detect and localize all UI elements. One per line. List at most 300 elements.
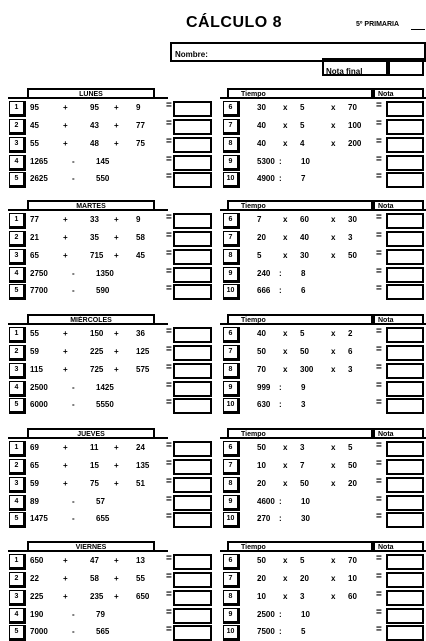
operator: : [279, 627, 282, 636]
operand: 225 [30, 592, 44, 601]
operand: 666 [257, 286, 271, 295]
exercise-row [0, 572, 426, 588]
operator: + [114, 251, 119, 260]
operand: 150 [90, 329, 104, 338]
operand: 20 [348, 479, 357, 488]
answer-box[interactable] [386, 608, 424, 624]
operator: + [114, 443, 119, 452]
answer-box[interactable] [386, 137, 424, 153]
operand: 725 [90, 365, 104, 374]
operator: + [63, 251, 68, 260]
operator: : [279, 286, 282, 295]
operator: + [63, 461, 68, 470]
operand: 20 [300, 574, 309, 583]
exercise-number: 1 [9, 213, 26, 229]
operator: - [72, 174, 75, 183]
operand: 30 [301, 514, 310, 523]
operator: x [331, 556, 336, 565]
operator: + [114, 365, 119, 374]
operand: 100 [348, 121, 362, 130]
exercise-number: 6 [223, 327, 240, 343]
exercise-number: 9 [223, 608, 240, 624]
divider [8, 323, 168, 325]
exercise-number: 5 [9, 172, 26, 188]
operator: x [331, 365, 336, 374]
operand: 58 [136, 233, 145, 242]
operand: 70 [348, 556, 357, 565]
operand: 13 [136, 556, 145, 565]
exercise-number: 9 [223, 267, 240, 283]
operator: x [283, 574, 288, 583]
answer-box[interactable] [386, 477, 424, 493]
equals-sign: = [166, 624, 172, 635]
operand: 89 [30, 497, 39, 506]
operator: : [279, 610, 282, 619]
tiempo-header: Tiempo [227, 314, 373, 323]
equals-sign: = [376, 154, 382, 165]
day-section [0, 200, 426, 300]
day-section [0, 88, 426, 188]
exercise-row [0, 137, 426, 153]
operand: 630 [257, 400, 271, 409]
operand: 999 [257, 383, 271, 392]
operand: 270 [257, 514, 271, 523]
operator: x [331, 121, 336, 130]
final-grade-field[interactable] [388, 58, 424, 76]
exercise-row [0, 119, 426, 135]
equals-sign: = [166, 248, 172, 259]
exercise-number: 7 [223, 345, 240, 361]
equals-sign: = [166, 171, 172, 182]
operator: + [63, 121, 68, 130]
equals-sign: = [376, 440, 382, 451]
nota-header: Nota [373, 88, 424, 97]
operand: 650 [30, 556, 44, 565]
equals-sign: = [376, 589, 382, 600]
equals-sign: = [376, 476, 382, 487]
operand: 95 [90, 103, 99, 112]
operator: + [114, 461, 119, 470]
operand: 22 [30, 574, 39, 583]
exercise-number: 7 [223, 459, 240, 475]
equals-sign: = [166, 380, 172, 391]
operator: + [63, 556, 68, 565]
exercise-row [0, 363, 426, 379]
answer-box[interactable] [386, 345, 424, 361]
operator: x [283, 233, 288, 242]
operand: 50 [348, 461, 357, 470]
equals-sign: = [376, 266, 382, 277]
answer-box[interactable] [386, 398, 424, 414]
operand: 58 [90, 574, 99, 583]
operand: 10 [257, 461, 266, 470]
operand: 3 [348, 365, 353, 374]
answer-box[interactable] [386, 101, 424, 117]
answer-box[interactable] [386, 441, 424, 457]
operand: 10 [348, 574, 357, 583]
operand: 7 [301, 174, 306, 183]
operand: 65 [30, 461, 39, 470]
operator: x [331, 479, 336, 488]
tiempo-header: Tiempo [227, 428, 373, 437]
exercise-number: 8 [223, 477, 240, 493]
exercise-number: 4 [9, 267, 26, 283]
operand: 7500 [257, 627, 275, 636]
equals-sign: = [166, 212, 172, 223]
operand: 47 [90, 556, 99, 565]
operator: x [283, 443, 288, 452]
operator: x [283, 592, 288, 601]
operator: + [63, 365, 68, 374]
exercise-row [0, 249, 426, 265]
operand: 590 [96, 286, 110, 295]
equals-sign: = [376, 511, 382, 522]
exercise-row [0, 155, 426, 171]
day-header: LUNES [27, 88, 155, 99]
answer-box[interactable] [386, 554, 424, 570]
operand: 2750 [30, 269, 48, 278]
operand: 715 [90, 251, 104, 260]
operand: 300 [300, 365, 314, 374]
operator: + [63, 233, 68, 242]
divider [8, 97, 168, 99]
operator: x [283, 365, 288, 374]
operator: + [63, 443, 68, 452]
exercise-row [0, 101, 426, 117]
operand: 5 [348, 443, 353, 452]
nota-header: Nota [373, 428, 424, 437]
operator: + [63, 139, 68, 148]
operator: - [72, 157, 75, 166]
operator: x [331, 233, 336, 242]
operand: 48 [90, 139, 99, 148]
answer-box[interactable] [386, 327, 424, 343]
equals-sign: = [166, 344, 172, 355]
exercise-number: 6 [223, 554, 240, 570]
operator: : [279, 269, 282, 278]
exercise-row [0, 590, 426, 606]
equals-sign: = [376, 230, 382, 241]
operand: 40 [257, 121, 266, 130]
exercise-number: 6 [223, 213, 240, 229]
answer-box[interactable] [386, 459, 424, 475]
exercise-number: 8 [223, 363, 240, 379]
operand: 650 [136, 592, 150, 601]
equals-sign: = [376, 624, 382, 635]
operator: + [63, 329, 68, 338]
exercise-number: 8 [223, 590, 240, 606]
operator: : [279, 497, 282, 506]
operand: 36 [136, 329, 145, 338]
exercise-row [0, 231, 426, 247]
equals-sign: = [376, 326, 382, 337]
operator: : [279, 157, 282, 166]
exercise-number: 10 [223, 398, 240, 414]
exercise-row [0, 381, 426, 397]
operand: 30 [300, 251, 309, 260]
operator: - [72, 610, 75, 619]
answer-box[interactable] [386, 249, 424, 265]
operand: 6 [348, 347, 353, 356]
operand: 8 [301, 269, 306, 278]
operator: x [283, 103, 288, 112]
exercise-number: 10 [223, 625, 240, 641]
exercise-number: 4 [9, 155, 26, 171]
operator: x [283, 251, 288, 260]
operand: 5 [300, 103, 305, 112]
operator: x [331, 139, 336, 148]
operator: : [279, 174, 282, 183]
equals-sign: = [376, 397, 382, 408]
operator: x [283, 461, 288, 470]
answer-box[interactable] [386, 512, 424, 528]
exercise-number: 2 [9, 345, 26, 361]
exercise-row [0, 327, 426, 343]
divider [220, 209, 426, 211]
operand: 1475 [30, 514, 48, 523]
equals-sign: = [376, 362, 382, 373]
day-section [0, 541, 426, 641]
exercise-number: 4 [9, 608, 26, 624]
operand: 145 [96, 157, 110, 166]
operator: - [72, 383, 75, 392]
page-title: CÁLCULO 8 [186, 14, 283, 31]
operator: x [331, 329, 336, 338]
exercise-number: 2 [9, 119, 26, 135]
equals-sign: = [376, 212, 382, 223]
equals-sign: = [166, 458, 172, 469]
operand: 2500 [257, 610, 275, 619]
operand: 77 [136, 121, 145, 130]
exercise-number: 2 [9, 231, 26, 247]
operator: x [331, 592, 336, 601]
operand: 50 [257, 443, 266, 452]
exercise-number: 1 [9, 441, 26, 457]
operand: 45 [30, 121, 39, 130]
exercise-number: 4 [9, 381, 26, 397]
operand: 2 [348, 329, 353, 338]
exercise-number: 3 [9, 249, 26, 265]
operand: 1350 [96, 269, 114, 278]
operand: 40 [257, 139, 266, 148]
operand: 9 [136, 103, 141, 112]
equals-sign: = [166, 440, 172, 451]
equals-sign: = [376, 136, 382, 147]
operand: 190 [30, 610, 44, 619]
operand: 59 [30, 347, 39, 356]
exercise-number: 10 [223, 172, 240, 188]
operand: 21 [30, 233, 39, 242]
equals-sign: = [166, 283, 172, 294]
divider [220, 323, 426, 325]
exercise-row [0, 267, 426, 283]
exercise-number: 2 [9, 459, 26, 475]
divider [220, 97, 426, 99]
operand: 40 [300, 233, 309, 242]
exercise-number: 2 [9, 572, 26, 588]
equals-sign: = [166, 154, 172, 165]
tiempo-header: Tiempo [227, 88, 373, 97]
equals-sign: = [166, 326, 172, 337]
exercise-number: 3 [9, 590, 26, 606]
operand: 59 [30, 479, 39, 488]
day-section [0, 314, 426, 414]
operator: + [114, 139, 119, 148]
day-header: MARTES [27, 200, 155, 211]
answer-box[interactable] [386, 155, 424, 171]
operand: 70 [348, 103, 357, 112]
divider [8, 550, 168, 552]
operand: 95 [30, 103, 39, 112]
answer-box[interactable] [386, 381, 424, 397]
divider [220, 437, 426, 439]
operand: 69 [30, 443, 39, 452]
operand: 75 [136, 139, 145, 148]
operand: 10 [257, 592, 266, 601]
operator: x [283, 329, 288, 338]
operand: 60 [300, 215, 309, 224]
operator: : [279, 514, 282, 523]
operand: 50 [348, 251, 357, 260]
exercise-row [0, 398, 426, 414]
operand: 15 [90, 461, 99, 470]
operator: x [283, 215, 288, 224]
operand: 70 [257, 365, 266, 374]
operand: 55 [30, 329, 39, 338]
operator: - [72, 269, 75, 278]
exercise-number: 9 [223, 381, 240, 397]
operand: 30 [257, 103, 266, 112]
operand: 33 [90, 215, 99, 224]
operand: 3 [300, 592, 305, 601]
operator: + [114, 121, 119, 130]
operator: x [283, 556, 288, 565]
operator: + [114, 215, 119, 224]
operand: 65 [30, 251, 39, 260]
exercise-number: 9 [223, 155, 240, 171]
operand: 30 [348, 215, 357, 224]
answer-box[interactable] [386, 119, 424, 135]
operator: + [63, 574, 68, 583]
operator: + [63, 592, 68, 601]
operand: 43 [90, 121, 99, 130]
operand: 5 [301, 627, 306, 636]
operand: 9 [136, 215, 141, 224]
answer-box[interactable] [386, 625, 424, 641]
exercise-number: 1 [9, 101, 26, 117]
exercise-row [0, 554, 426, 570]
exercise-number: 7 [223, 119, 240, 135]
equals-sign: = [166, 571, 172, 582]
operand: 225 [90, 347, 104, 356]
operator: x [283, 479, 288, 488]
operand: 20 [257, 233, 266, 242]
operand: 60 [348, 592, 357, 601]
exercise-row [0, 345, 426, 361]
equals-sign: = [166, 553, 172, 564]
exercise-number: 4 [9, 495, 26, 511]
divider [8, 437, 168, 439]
operator: : [279, 383, 282, 392]
equals-sign: = [166, 511, 172, 522]
nota-header: Nota [373, 541, 424, 550]
exercise-row [0, 284, 426, 300]
equals-sign: = [376, 344, 382, 355]
operand: 1265 [30, 157, 48, 166]
exercise-number: 3 [9, 477, 26, 493]
exercise-row [0, 441, 426, 457]
operand: 2500 [30, 383, 48, 392]
answer-box[interactable] [386, 284, 424, 300]
operator: + [114, 556, 119, 565]
exercise-number: 3 [9, 137, 26, 153]
operand: 4900 [257, 174, 275, 183]
exercise-number: 1 [9, 554, 26, 570]
answer-box[interactable] [386, 590, 424, 606]
operand: 565 [96, 627, 110, 636]
operator: + [63, 215, 68, 224]
exercise-row [0, 172, 426, 188]
answer-box[interactable] [386, 231, 424, 247]
exercise-number: 8 [223, 137, 240, 153]
equals-sign: = [376, 283, 382, 294]
operator: + [63, 347, 68, 356]
exercise-number: 7 [223, 572, 240, 588]
operand: 10 [301, 610, 310, 619]
answer-box[interactable] [386, 363, 424, 379]
operand: 3 [300, 443, 305, 452]
exercise-number: 7 [223, 231, 240, 247]
exercise-row [0, 512, 426, 528]
operand: 4 [300, 139, 305, 148]
operator: - [72, 514, 75, 523]
equals-sign: = [166, 136, 172, 147]
operand: 45 [136, 251, 145, 260]
equals-sign: = [166, 589, 172, 600]
answer-box[interactable] [386, 267, 424, 283]
answer-box[interactable] [386, 213, 424, 229]
operand: 240 [257, 269, 271, 278]
divider [220, 550, 426, 552]
exercise-row [0, 477, 426, 493]
equals-sign: = [166, 100, 172, 111]
operand: 4600 [257, 497, 275, 506]
exercise-number: 5 [9, 398, 26, 414]
operand: 3 [348, 233, 353, 242]
operator: : [279, 400, 282, 409]
answer-box[interactable] [386, 495, 424, 511]
operator: x [331, 443, 336, 452]
exercise-number: 5 [9, 284, 26, 300]
exercise-number: 9 [223, 495, 240, 511]
exercise-number: 10 [223, 512, 240, 528]
operand: 7700 [30, 286, 48, 295]
equals-sign: = [376, 100, 382, 111]
operator: + [114, 592, 119, 601]
operand: 550 [96, 174, 110, 183]
equals-sign: = [166, 118, 172, 129]
operand: 2625 [30, 174, 48, 183]
answer-box[interactable] [386, 172, 424, 188]
final-grade-label: Nota final [326, 67, 363, 76]
operand: 5300 [257, 157, 275, 166]
operand: 7 [300, 461, 305, 470]
operand: 50 [257, 347, 266, 356]
operator: x [331, 103, 336, 112]
operand: 55 [30, 139, 39, 148]
answer-box[interactable] [386, 572, 424, 588]
operator: + [114, 574, 119, 583]
